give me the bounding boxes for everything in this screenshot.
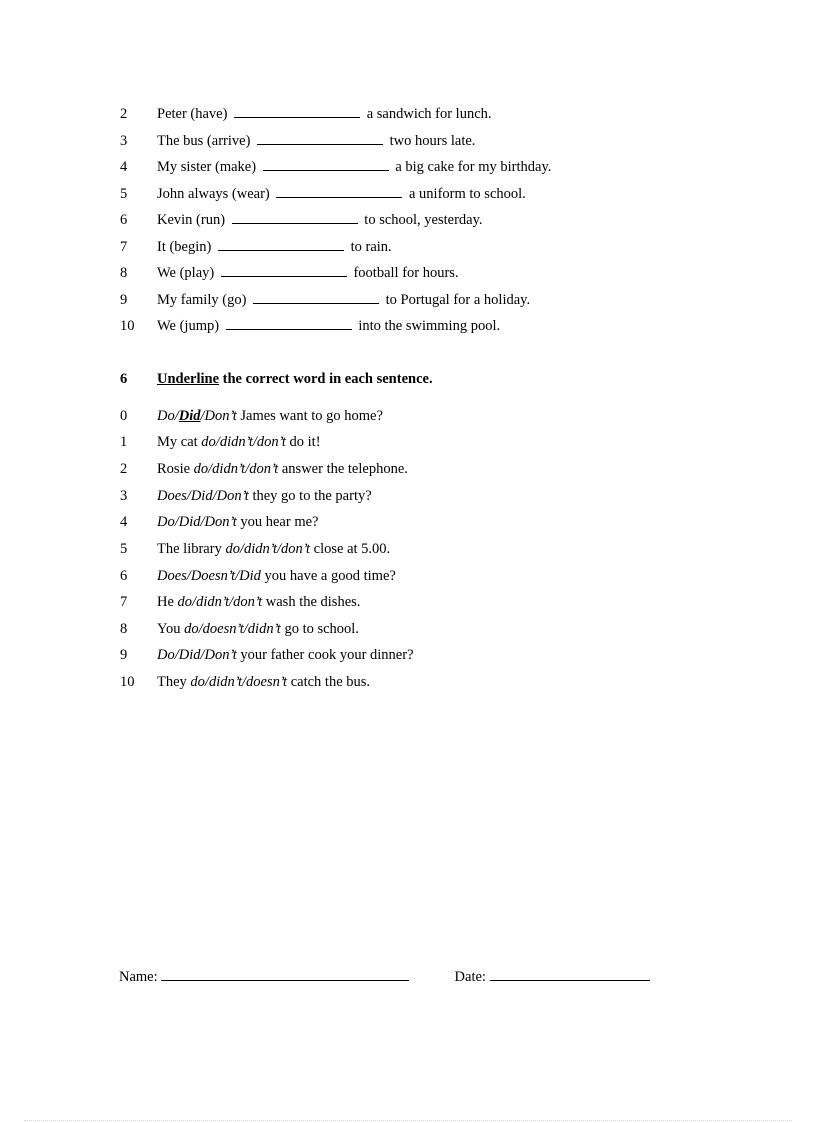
word-options[interactable]: do/didn’t/don’t <box>225 541 311 557</box>
word-options[interactable]: do/didn’t/doesn’t <box>190 674 288 690</box>
word-options[interactable]: Does/Did/Don’t <box>157 488 249 504</box>
item-prompt: Peter (have) <box>157 106 228 122</box>
exercise-6-item <box>0 592 816 612</box>
item-number: 8 <box>120 621 128 637</box>
item-number: 6 <box>120 212 128 228</box>
item-number: 10 <box>120 674 135 690</box>
word-options[interactable]: do/didn’t/don’t <box>201 434 286 450</box>
item-number: 5 <box>120 186 128 202</box>
item-number: 9 <box>120 647 128 663</box>
word-options[interactable]: do/didn’t/don’t <box>193 461 279 477</box>
item-number: 7 <box>120 239 128 255</box>
exercise-5-item <box>0 290 816 310</box>
answer-blank[interactable] <box>234 104 360 118</box>
exercise-5-item <box>0 237 816 257</box>
exercise-5-item <box>0 104 816 124</box>
name-field[interactable] <box>161 966 409 981</box>
word-options <box>157 408 237 424</box>
word-options[interactable]: do/doesn’t/didn’t <box>184 621 281 637</box>
word-options[interactable]: Does/Doesn’t/Did <box>157 568 261 584</box>
date-label: Date: <box>454 969 486 985</box>
answer-blank[interactable] <box>253 290 379 304</box>
item-ending: to school, yesterday. <box>364 212 483 228</box>
item-prompt: The bus (arrive) <box>157 133 251 149</box>
instruction-text: the correct word in each sentence. <box>219 371 433 387</box>
item-ending: you have a good time? <box>260 568 396 584</box>
answer-blank[interactable] <box>263 157 389 171</box>
item-number: 2 <box>120 461 128 477</box>
item-ending: James want to go home? <box>236 408 383 424</box>
item-number: 0 <box>120 408 128 424</box>
answer-blank[interactable] <box>232 210 358 224</box>
answer-blank[interactable] <box>218 237 344 251</box>
exercise-6-item <box>0 619 816 639</box>
item-ending: answer the telephone. <box>278 461 408 477</box>
item-ending: a big cake for my birthday. <box>395 159 552 175</box>
exercise-6-heading <box>0 369 816 389</box>
item-ending: wash the dishes. <box>262 594 361 610</box>
item-ending: into the swimming pool. <box>358 318 501 334</box>
item-number: 8 <box>120 265 128 281</box>
item-prompt: They <box>157 674 191 690</box>
item-ending: do it! <box>285 434 321 450</box>
instruction-keyword: Underline <box>157 371 220 387</box>
exercise-6-item <box>0 512 816 532</box>
answer-blank[interactable] <box>276 184 402 198</box>
item-prompt: John always (wear) <box>157 186 270 202</box>
item-ending: football for hours. <box>353 265 459 281</box>
exercise-6-item <box>0 459 816 479</box>
item-number: 5 <box>120 541 128 557</box>
student-info-footer <box>119 966 650 986</box>
item-prompt: It (begin) <box>157 239 212 255</box>
item-prompt: Rosie <box>157 461 194 477</box>
item-ending: they go to the party? <box>248 488 372 504</box>
item-number: 4 <box>120 159 128 175</box>
item-number: 3 <box>120 133 128 149</box>
exercise-5-item <box>0 131 816 151</box>
exercise-number: 6 <box>120 371 128 387</box>
name-label: Name: <box>119 969 158 985</box>
item-ending: go to school. <box>280 621 359 637</box>
item-ending: a uniform to school. <box>409 186 526 202</box>
item-number: 3 <box>120 488 128 504</box>
exercise-6-item <box>0 486 816 506</box>
exercise-5-item <box>0 184 816 204</box>
item-ending: to Portugal for a holiday. <box>385 292 531 308</box>
item-prompt: The library <box>157 541 226 557</box>
item-prompt: We (jump) <box>157 318 220 334</box>
exercise-5-item <box>0 316 816 336</box>
item-ending: two hours late. <box>389 133 476 149</box>
item-ending: catch the bus. <box>287 674 371 690</box>
exercise-6-item <box>0 672 816 692</box>
answer-blank[interactable] <box>226 316 352 330</box>
exercise-6-item <box>0 645 816 665</box>
item-number: 1 <box>120 434 128 450</box>
exercise-5-item <box>0 210 816 230</box>
item-prompt: He <box>157 594 178 610</box>
answer-blank[interactable] <box>221 263 347 277</box>
word-options[interactable]: Do/Did/Don’t <box>157 647 237 663</box>
item-number: 6 <box>120 568 128 584</box>
item-prompt: My sister (make) <box>157 159 257 175</box>
item-prompt: You <box>157 621 185 637</box>
item-prompt: Kevin (run) <box>157 212 226 228</box>
exercise-6-item <box>0 566 816 586</box>
option-text: Do/ <box>157 408 179 424</box>
exercise-6-example <box>0 406 816 426</box>
item-number: 4 <box>120 514 128 530</box>
item-number: 9 <box>120 292 128 308</box>
item-prompt: My family (go) <box>157 292 247 308</box>
item-number: 7 <box>120 594 128 610</box>
item-ending: your father cook your dinner? <box>236 647 414 663</box>
item-ending: to rain. <box>350 239 392 255</box>
exercise-5-item <box>0 263 816 283</box>
option-text: /Don’t <box>200 408 237 424</box>
item-ending: close at 5.00. <box>310 541 391 557</box>
item-number: 2 <box>120 106 128 122</box>
date-field[interactable] <box>490 966 650 981</box>
selected-option: Did <box>178 408 201 424</box>
exercise-6-item <box>0 539 816 559</box>
word-options[interactable]: Do/Did/Don’t <box>157 514 237 530</box>
item-ending: a sandwich for lunch. <box>366 106 492 122</box>
item-prompt: We (play) <box>157 265 215 281</box>
word-options[interactable]: do/didn’t/don’t <box>177 594 263 610</box>
exercise-5-item <box>0 157 816 177</box>
exercise-6-item <box>0 432 816 452</box>
exercise-instruction <box>157 369 433 389</box>
item-number: 10 <box>120 318 135 334</box>
item-prompt: My cat <box>157 434 202 450</box>
answer-blank[interactable] <box>257 131 383 145</box>
page-edge-divider <box>24 1120 792 1121</box>
item-ending: you hear me? <box>236 514 319 530</box>
